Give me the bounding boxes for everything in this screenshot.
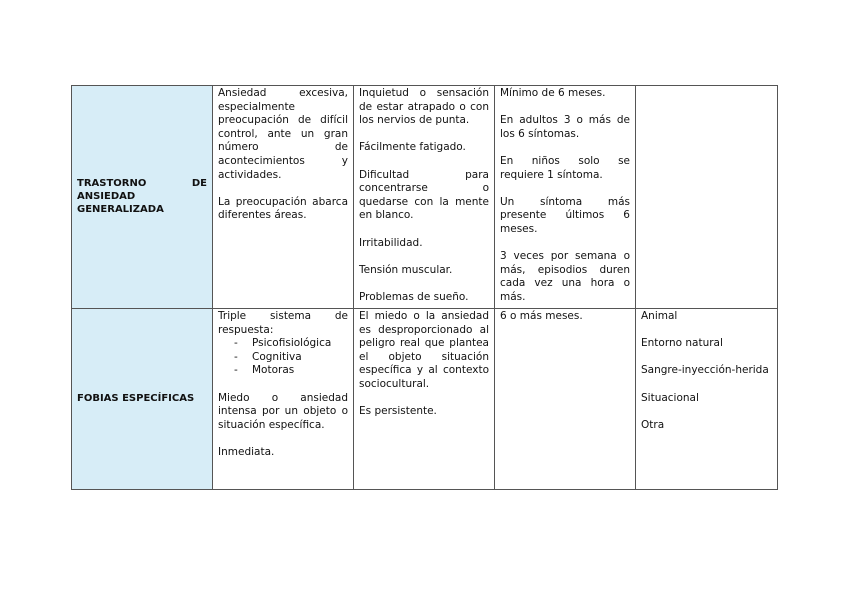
table-cell xyxy=(354,309,495,490)
cell-paragraph: La preocupación abarca diferentes áreas. xyxy=(218,195,348,222)
table-cell xyxy=(636,309,778,490)
disorders-table xyxy=(71,85,778,490)
list-item: - Cognitiva xyxy=(236,351,348,365)
row-title: FOBIAS ESPECÍFICAS xyxy=(77,393,195,404)
list-item: - Psicofisiológica xyxy=(236,337,348,351)
cell-paragraph: Es persistente. xyxy=(359,405,437,418)
cell-paragraph: Ansiedad excesiva, especialmente preocupación de difícil control, ante un gran número de acontecimientos y actividades. xyxy=(218,87,348,181)
cell-paragraph: Entorno natural xyxy=(641,337,723,350)
table-cell xyxy=(495,86,636,309)
row-title: ANSIEDAD xyxy=(77,191,136,202)
table-cell xyxy=(213,309,354,490)
table-row xyxy=(72,309,778,490)
cell-paragraph: Inmediata. xyxy=(218,445,275,458)
response-list xyxy=(218,337,348,378)
table-cell xyxy=(354,86,495,309)
cell-paragraph: El miedo o la ansiedad es desproporcionado al peligro real que plantea el objeto situación específica y al contexto sociocultural. xyxy=(359,310,489,390)
cell-paragraph: Miedo o ansiedad intensa por un objeto o situación específica. xyxy=(218,391,348,431)
cell-paragraph: En adultos 3 o más de los 6 síntomas. xyxy=(500,114,630,140)
cell-paragraph: Otra xyxy=(641,418,665,431)
cell-paragraph: 3 veces por semana o más, episodios duren cada vez una hora o más. xyxy=(500,250,630,303)
row-title: TRASTORNO xyxy=(77,178,147,189)
cell-paragraph: Situacional xyxy=(641,391,699,404)
table-row xyxy=(72,86,778,309)
row-title: DE xyxy=(191,178,207,189)
cell-paragraph: Un síntoma más presente últimos 6 meses. xyxy=(500,195,630,235)
cell-paragraph: Problemas de sueño. xyxy=(359,290,469,303)
table-cell xyxy=(213,86,354,309)
cell-paragraph: Sangre-inyección-herida xyxy=(641,364,769,377)
cell-paragraph: 6 o más meses. xyxy=(500,310,583,322)
row-header-cell xyxy=(72,86,213,309)
cell-paragraph: Triple sistema de respuesta: xyxy=(218,310,348,336)
cell-paragraph: Animal xyxy=(641,310,678,322)
row-title: GENERALIZADA xyxy=(77,204,164,215)
table-cell xyxy=(495,309,636,490)
cell-paragraph: Mínimo de 6 meses. xyxy=(500,87,606,99)
cell-paragraph: En niños solo se requiere 1 síntoma. xyxy=(500,154,630,181)
cell-paragraph: Inquietud o sensación de estar atrapado o con los nervios de punta. xyxy=(359,87,489,127)
list-item: - Motoras xyxy=(236,364,348,378)
cell-paragraph: Tensión muscular. xyxy=(359,263,453,276)
cell-paragraph: Irritabilidad. xyxy=(359,236,423,249)
row-header-cell xyxy=(72,309,213,490)
cell-paragraph: Fácilmente fatigado. xyxy=(359,141,466,154)
cell-paragraph: Dificultad para concentrarse o quedarse con la mente en blanco. xyxy=(359,168,489,222)
table-cell xyxy=(636,86,778,309)
